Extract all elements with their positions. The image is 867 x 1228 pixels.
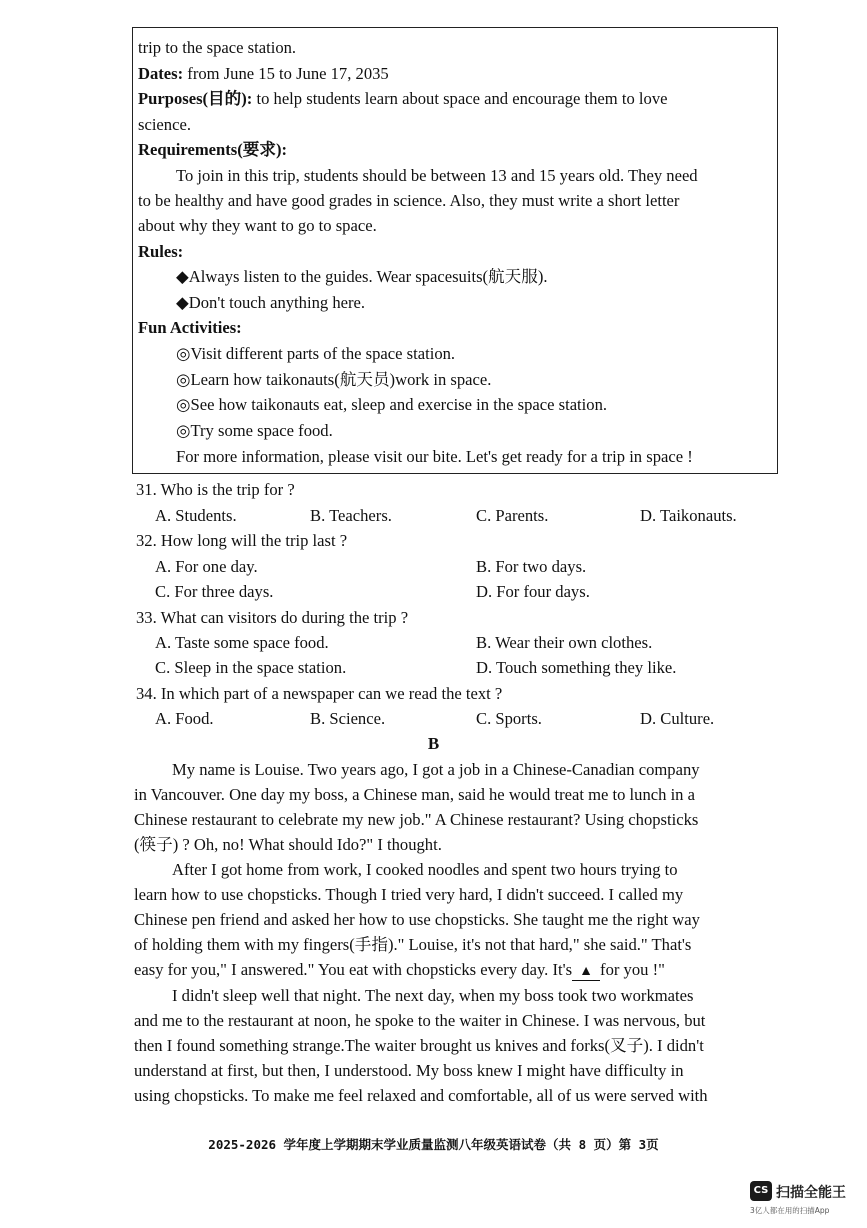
passage-line: My name is Louise. Two years ago, I got a job in a Chinese-Canadian company — [172, 760, 700, 779]
option: B. For two days. — [476, 557, 587, 576]
camscanner-logo-icon: CS — [750, 1181, 772, 1201]
question-33: 33. What can visitors do during the trip ? — [136, 608, 409, 627]
section-b-heading: B — [427, 734, 440, 753]
requirements-line: about why they want to go to space. — [138, 216, 377, 235]
option: D. For four days. — [476, 582, 590, 601]
passage-line: using chopsticks. To make me feel relaxed and comfortable, all of us were served with — [134, 1086, 708, 1105]
watermark-name: 扫描全能王 — [776, 1185, 846, 1201]
fun-activity-item: ◎Visit different parts of the space station. — [176, 344, 456, 363]
fun-activity-item: ◎Try some space food. — [176, 421, 333, 440]
passage-line: and me to the restaurant at noon, he spoke to the waiter in Chinese. I was nervous, but — [134, 1011, 706, 1030]
option: D. Culture. — [640, 709, 715, 728]
option: A. Taste some space food. — [155, 633, 329, 652]
question-34: 34. In which part of a newspaper can we read the text ? — [136, 684, 503, 703]
passage-text: for you !" — [600, 960, 665, 979]
question-31: 31. Who is the trip for ? — [136, 480, 295, 499]
rules-label: Rules: — [138, 242, 184, 261]
page-footer: 2025-2026 学年度上学期期末学业质量监测八年级英语试卷（共 8 页）第 3页 — [208, 1137, 659, 1152]
passage-line: of holding them with my fingers(手指)." Louise, it's not that hard," she said." That's — [134, 935, 692, 954]
rule-item: ◆Always listen to the guides. Wear spacesuits(航天服). — [176, 267, 548, 286]
passage-line: After I got home from work, I cooked noodles and spent two hours trying to — [172, 860, 678, 879]
passage-line: in Vancouver. One day my boss, a Chinese man, said he would treat me to lunch in a — [134, 785, 695, 804]
passage-line: learn how to use chopsticks. Though I tried very hard, I didn't succeed. I called my — [134, 885, 684, 904]
notice-line-1: trip to the space station. — [138, 38, 297, 57]
option: D. Touch something they like. — [476, 658, 677, 677]
requirements-line: to be healthy and have good grades in science. Also, they must write a short letter — [138, 191, 680, 210]
option: A. Students. — [155, 506, 237, 525]
option: C. Parents. — [476, 506, 549, 525]
purposes-value: to help students learn about space and encourage them to love — [252, 89, 668, 108]
purposes-row — [138, 88, 667, 110]
passage-line: then I found something strange.The waiter brought us knives and forks(叉子). I didn't — [134, 1036, 704, 1055]
requirements-label: Requirements(要求): — [138, 140, 288, 159]
option: B. Science. — [310, 709, 386, 728]
option: B. Wear their own clothes. — [476, 633, 653, 652]
watermark-tagline: 3亿人都在用的扫描App — [750, 1206, 830, 1215]
passage-line: Chinese pen friend and asked her how to use chopsticks. She taught me the right way — [134, 910, 700, 929]
passage-line: understand at first, but then, I understood. My boss knew I might have difficulty in — [134, 1061, 684, 1080]
purposes-value-cont: science. — [138, 115, 191, 134]
passage-line: (筷子) ? Oh, no! What should Ido?" I thought. — [134, 835, 442, 854]
option: C. Sports. — [476, 709, 542, 728]
option: A. Food. — [155, 709, 214, 728]
rule-item: ◆Don't touch anything here. — [176, 293, 366, 312]
more-info: For more information, please visit our bite. Let's get ready for a trip in space ! — [176, 447, 693, 466]
dates-value: from June 15 to June 17, 2035 — [183, 64, 389, 83]
question-32: 32. How long will the trip last ? — [136, 531, 348, 550]
option: A. For one day. — [155, 557, 258, 576]
passage-line: Chinese restaurant to celebrate my new job." A Chinese restaurant? Using chopsticks — [134, 810, 699, 829]
blank-marker: ▲ — [572, 964, 600, 981]
requirements-line: To join in this trip, students should be between 13 and 15 years old. They need — [176, 166, 698, 185]
option: C. Sleep in the space station. — [155, 658, 347, 677]
option: D. Taikonauts. — [640, 506, 737, 525]
passage-text: easy for you," I answered." You eat with chopsticks every day. It's — [134, 960, 573, 979]
dates-row — [138, 63, 389, 85]
fun-activity-item: ◎Learn how taikonauts(航天员)work in space. — [176, 370, 492, 389]
option: C. For three days. — [155, 582, 274, 601]
purposes-label: Purposes(目的): — [138, 89, 253, 108]
scanner-watermark — [750, 1181, 850, 1221]
passage-line: I didn't sleep well that night. The next day, when my boss took two workmates — [172, 986, 694, 1005]
fun-activities-label: Fun Activities: — [138, 318, 242, 337]
option: B. Teachers. — [310, 506, 392, 525]
dates-label: Dates: — [138, 64, 184, 83]
passage-line-with-blank — [134, 959, 665, 981]
fun-activity-item: ◎See how taikonauts eat, sleep and exercise in the space station. — [176, 395, 608, 414]
